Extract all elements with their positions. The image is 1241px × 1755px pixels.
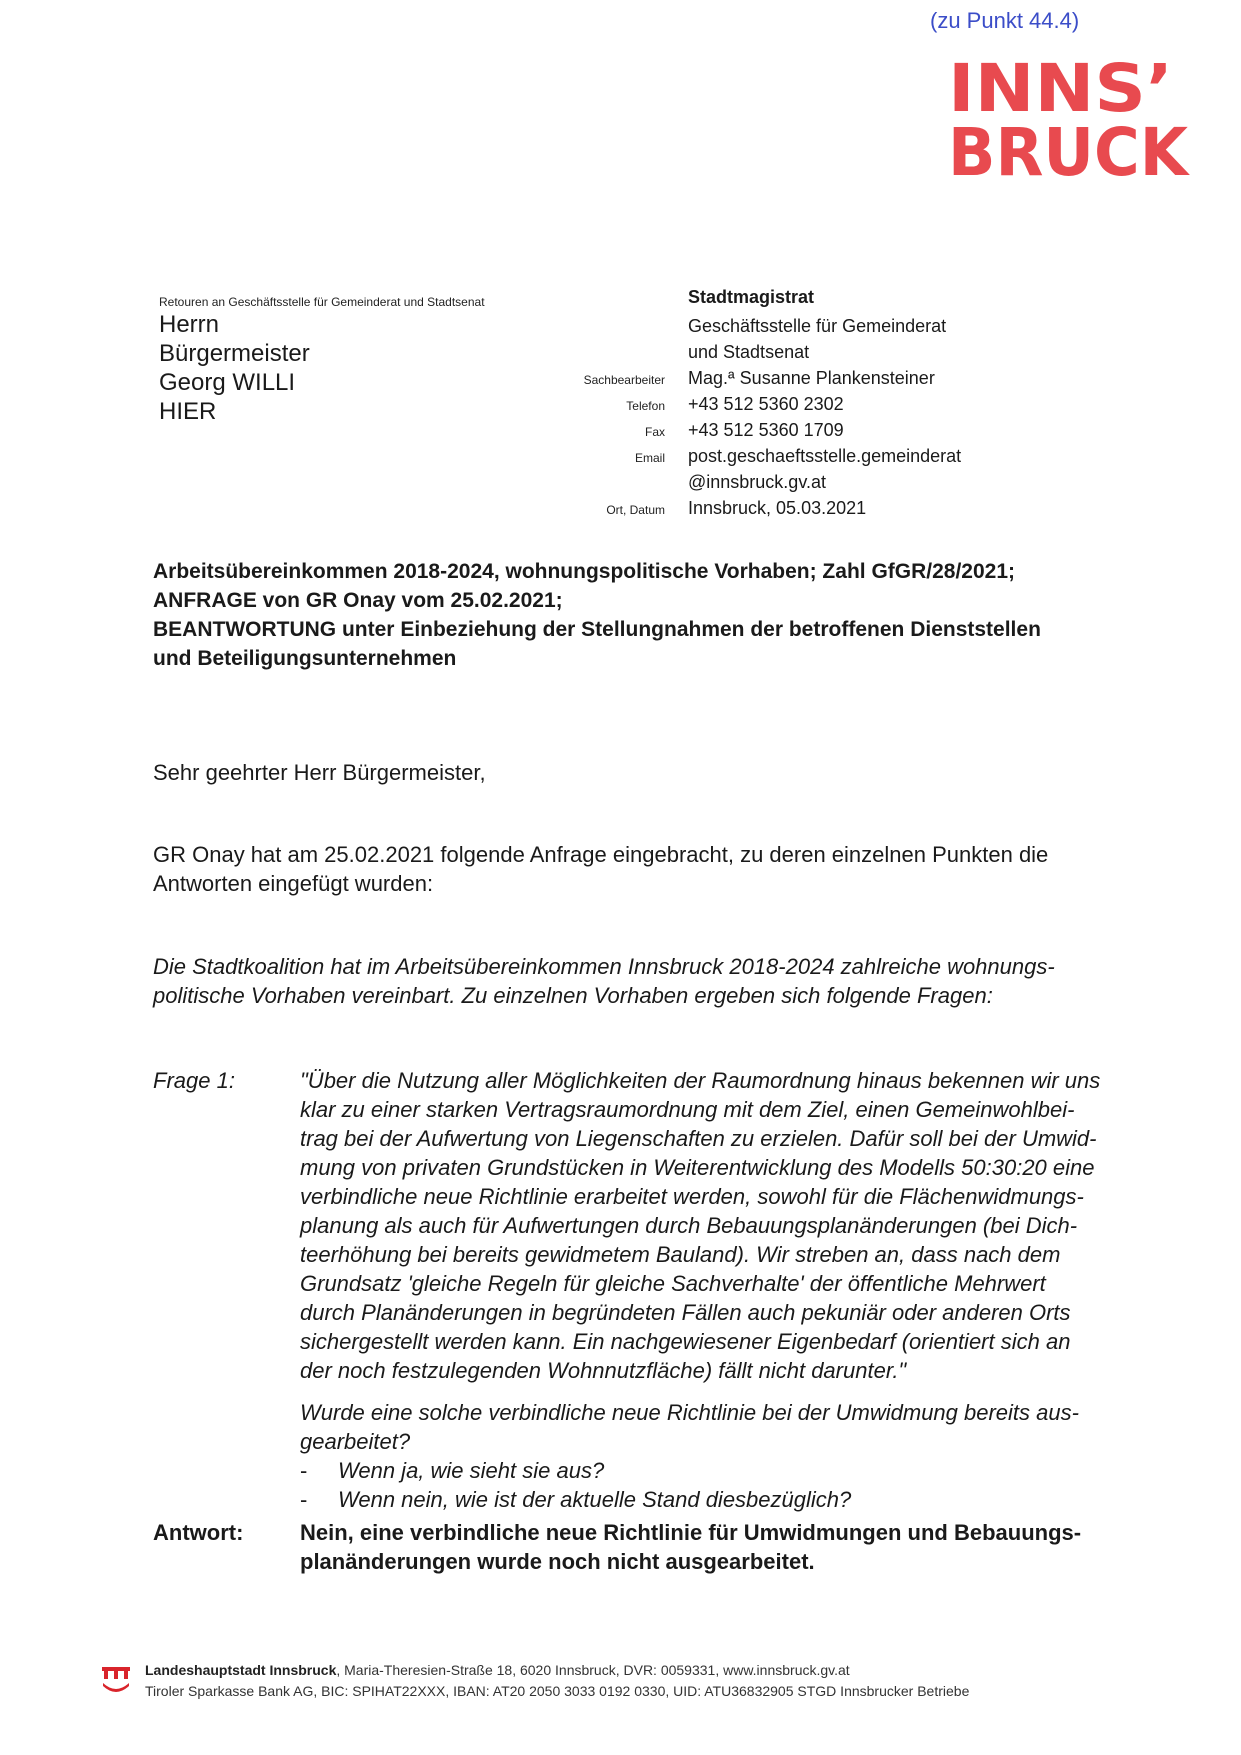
- return-address-line: Retouren an Geschäftsstelle für Gemeinderat und Stadtsenat: [159, 295, 485, 309]
- recipient-line: Herrn: [159, 311, 220, 338]
- quote-line: der noch festzulegenden Wohnnutzfläche) fällt nicht darunter.": [300, 1358, 907, 1383]
- footer-line-1: [145, 1662, 850, 1678]
- answer-text: [300, 1518, 1145, 1576]
- fax-value: +43 512 5360 1709: [688, 420, 844, 440]
- logo-line-2: BRUCK: [948, 114, 1191, 180]
- bullet-text: Wenn nein, wie ist der aktuelle Stand diesbezüglich?: [338, 1487, 852, 1512]
- quote-line: klar zu einer starken Vertragsraumordnung mit dem Ziel, einen Gemeinwohlbei-: [300, 1097, 1075, 1122]
- bullet-dash: -: [300, 1487, 308, 1512]
- sender-details: [688, 313, 961, 521]
- sender-dept-line1: Geschäftsstelle für Gemeinderat: [688, 316, 947, 336]
- clerk-label: Sachbearbeiter: [583, 373, 665, 387]
- recipient-line: HIER: [159, 398, 217, 425]
- quote-line: teerhöhung bei bereits gewidmetem Bauland). Wir streben an, dass nach dem: [300, 1242, 1061, 1267]
- question-quote: [300, 1066, 1145, 1385]
- intro-line: Antworten eingefügt wurden:: [153, 871, 434, 896]
- intro-line: GR Onay hat am 25.02.2021 folgende Anfrage eingebracht, zu deren einzelnen Punkten die: [153, 842, 1049, 867]
- logo-line-1: INNS’: [948, 55, 1173, 127]
- list-item: [300, 1485, 1145, 1514]
- list-item: [300, 1456, 1145, 1485]
- ask-line: Wurde eine solche verbindliche neue Richtlinie bei der Umwidmung bereits aus-: [300, 1400, 1079, 1425]
- phone-label: Telefon: [626, 399, 665, 413]
- fax-label: Fax: [644, 425, 665, 439]
- email-value-line1: post.geschaeftsstelle.gemeinderat: [688, 446, 962, 466]
- date-value: Innsbruck, 05.03.2021: [688, 498, 867, 518]
- intro-paragraph: [153, 840, 1143, 898]
- footer-address: , Maria-Theresien-Straße 18, 6020 Innsbruck, DVR: 0059331, www.innsbruck.gv.at: [336, 1662, 850, 1678]
- ask-line: gearbeitet?: [300, 1429, 411, 1454]
- quote-line: Grundsatz 'gleiche Regeln für gleiche Sachverhalte' der öffentliche Mehrwert: [300, 1271, 1046, 1296]
- bullet-dash: -: [300, 1458, 308, 1483]
- subject-line: BEANTWORTUNG unter Einbeziehung der Stellungnahmen der betroffenen Dienststellen: [153, 618, 1041, 641]
- inquiry-preamble: [153, 952, 1143, 1010]
- subject-line: und Beteiligungsunternehmen: [153, 647, 457, 670]
- question-ask: [300, 1398, 1145, 1514]
- quote-line: "Über die Nutzung aller Möglichkeiten der Raumordnung hinaus bekennen wir uns: [300, 1068, 1101, 1093]
- city-crest-icon: [100, 1664, 132, 1696]
- quote-line: verbindliche neue Richtlinie erarbeitet werden, sowohl für die Flächenwidmungs-: [300, 1184, 1084, 1209]
- question-label: Frage 1:: [153, 1068, 235, 1093]
- sender-dept-line2: und Stadtsenat: [688, 342, 810, 362]
- clerk-value: Mag.ª Susanne Plankensteiner: [688, 368, 935, 388]
- footer: [100, 1660, 1150, 1720]
- quote-line: sichergestellt werden kann. Ein nachgewiesener Eigenbedarf (orientiert sich an: [300, 1329, 1071, 1354]
- footer-org: Landeshauptstadt Innsbruck: [145, 1662, 337, 1678]
- sender-title: Stadtmagistrat: [688, 287, 815, 307]
- quote-line: durch Planänderungen in begründeten Fällen auch pekuniär oder anderen Orts: [300, 1300, 1071, 1325]
- agenda-reference: (zu Punkt 44.4): [930, 8, 1080, 33]
- email-label: Email: [634, 451, 665, 465]
- quote-line: mung von privaten Grundstücken in Weiterentwicklung des Modells 50:30:20 eine: [300, 1155, 1095, 1180]
- greeting: Sehr geehrter Herr Bürgermeister,: [153, 760, 486, 785]
- answer-line: Nein, eine verbindliche neue Richtlinie für Umwidmungen und Bebauungs-: [300, 1520, 1082, 1545]
- quote-line: planung als auch für Aufwertungen durch Bebauungsplanänderungen (bei Dich-: [300, 1213, 1078, 1238]
- subject-block: [153, 557, 1143, 673]
- preamble-line: politische Vorhaben vereinbart. Zu einzelnen Vorhaben ergeben sich folgende Fragen:: [153, 983, 993, 1008]
- quote-line: trag bei der Aufwertung von Liegenschaften zu erzielen. Dafür soll bei der Umwid-: [300, 1126, 1097, 1151]
- answer-label: Antwort:: [153, 1520, 244, 1545]
- recipient-line: Bürgermeister: [159, 340, 310, 367]
- subject-line: ANFRAGE von GR Onay vom 25.02.2021;: [153, 589, 563, 612]
- answer-line: planänderungen wurde noch nicht ausgearbeitet.: [300, 1549, 815, 1574]
- email-value-line2: @innsbruck.gv.at: [688, 472, 826, 492]
- date-label: Ort, Datum: [606, 503, 665, 517]
- innsbruck-logo: [948, 55, 1193, 180]
- recipient-line: Georg WILLI: [159, 369, 296, 396]
- bullet-text: Wenn ja, wie sieht sie aus?: [338, 1458, 605, 1483]
- preamble-line: Die Stadtkoalition hat im Arbeitsübereinkommen Innsbruck 2018-2024 zahlreiche wohnungs-: [153, 954, 1055, 979]
- recipient-address: [159, 310, 310, 426]
- phone-value: +43 512 5360 2302: [688, 394, 844, 414]
- subject-line: Arbeitsübereinkommen 2018-2024, wohnungspolitische Vorhaben; Zahl GfGR/28/2021;: [153, 560, 1016, 583]
- footer-line-2: Tiroler Sparkasse Bank AG, BIC: SPIHAT22XXX, IBAN: AT20 2050 3033 0192 0330, UID: ATU36832905 STGD Innsbrucker Betriebe: [145, 1683, 970, 1699]
